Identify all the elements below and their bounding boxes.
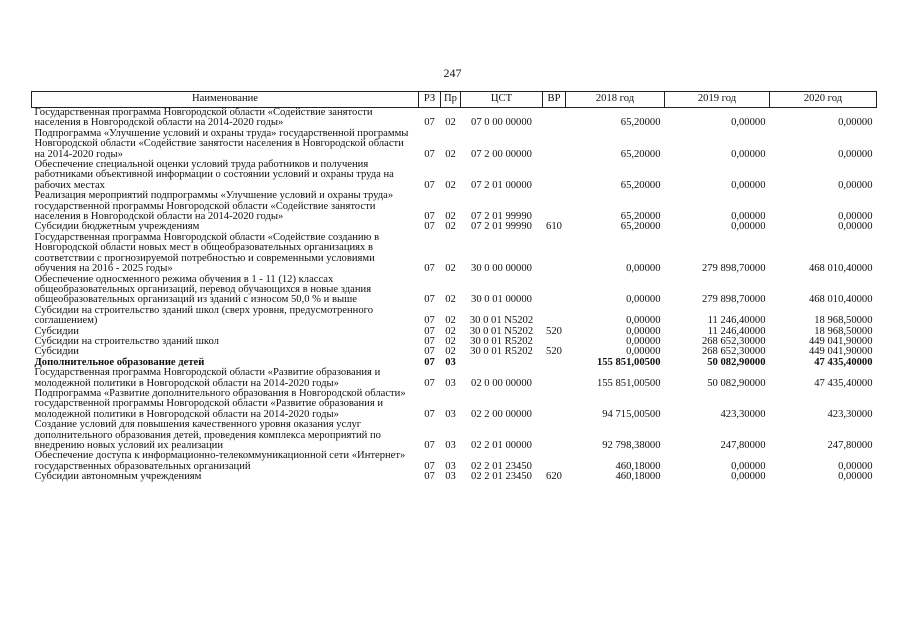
cell-2018: 65,20000 bbox=[620, 221, 661, 233]
table-row bbox=[32, 420, 877, 451]
cell-2020: 0,00000 bbox=[838, 471, 873, 483]
cell-cst bbox=[461, 358, 543, 368]
cell-name: Подпрограмма «Развитие дополнительного образования в Новгородской области» государственной программы Новгородской области «Развитие образования и молодежной политики в Новгородской области на 2014-2020 годы» bbox=[34, 387, 406, 420]
cell-2020: 18 968,50000 bbox=[814, 315, 873, 327]
header-pr: Пр bbox=[441, 92, 461, 108]
cell-rz: 07 bbox=[424, 335, 435, 347]
cell-pr: 03 bbox=[445, 377, 456, 389]
table-header-row bbox=[32, 92, 877, 108]
cell-rz: 07 bbox=[424, 179, 435, 191]
cell-2018: 65,20000 bbox=[620, 148, 661, 160]
cell-pr: 02 bbox=[445, 148, 456, 160]
cell-2020: 18 968,50000 bbox=[814, 325, 873, 337]
budget-table bbox=[31, 91, 877, 483]
cell-pr: 02 bbox=[445, 325, 456, 337]
cell-pr: 03 bbox=[445, 471, 456, 483]
cell-rz: 07 bbox=[424, 346, 435, 358]
cell-pr: 02 bbox=[445, 315, 456, 327]
cell-rz: 07 bbox=[424, 211, 435, 223]
cell-2020: 247,80000 bbox=[827, 440, 873, 451]
cell-cst: 02 2 01 23450 bbox=[471, 460, 532, 472]
cell-vr: 520 bbox=[546, 325, 562, 337]
cell-vr bbox=[543, 108, 566, 129]
cell-rz: 07 bbox=[424, 377, 435, 389]
cell-2019: 11 246,40000 bbox=[707, 325, 766, 337]
cell-2019: 0,00000 bbox=[731, 221, 766, 233]
cell-2018: 0,00000 bbox=[626, 325, 661, 337]
cell-cst: 07 2 01 00000 bbox=[471, 179, 532, 191]
header-2020: 2020 год bbox=[770, 92, 877, 108]
cell-name: Субсидии bbox=[34, 325, 79, 337]
page-number: 247 bbox=[443, 66, 462, 80]
cell-rz: 07 bbox=[424, 294, 435, 306]
cell-rz: 07 bbox=[424, 117, 435, 129]
cell-vr bbox=[543, 275, 566, 306]
cell-rz: 07 bbox=[424, 460, 435, 472]
table-row bbox=[32, 306, 877, 327]
cell-pr: 02 bbox=[445, 294, 456, 306]
cell-name: Субсидии бюджетным учреждениям bbox=[34, 221, 200, 233]
cell-vr bbox=[543, 389, 566, 420]
cell-2018: 92 798,38000 bbox=[602, 440, 661, 451]
cell-2019: 0,00000 bbox=[731, 211, 766, 223]
cell-name: Государственная программа Новгородской области «Содействие занятости населения в Новгородской области на 2014-2020 годы» bbox=[34, 107, 373, 129]
cell-2018: 0,00000 bbox=[626, 346, 661, 358]
cell-rz: 07 bbox=[424, 315, 435, 327]
cell-2020: 0,00000 bbox=[838, 117, 873, 129]
header-vr: ВР bbox=[543, 92, 566, 108]
cell-rz: 07 bbox=[424, 221, 435, 233]
cell-2020: 0,00000 bbox=[838, 148, 873, 160]
cell-2020: 0,00000 bbox=[838, 221, 873, 233]
table-row bbox=[32, 389, 877, 420]
table-row bbox=[32, 275, 877, 306]
cell-2019: 247,80000 bbox=[720, 440, 766, 451]
cell-2019: 0,00000 bbox=[731, 117, 766, 129]
table-row bbox=[32, 233, 877, 275]
cell-rz: 07 bbox=[424, 471, 435, 483]
cell-vr bbox=[543, 129, 566, 160]
cell-name: Обеспечение односменного режима обучения в 1 - 11 (12) классах общеобразовательных организаций, перевод обучающихся в новые здания общеобразовательных организаций из зданий с износом 50,0 % и выше bbox=[34, 273, 372, 306]
cell-cst: 02 2 01 00000 bbox=[471, 440, 532, 451]
cell-name: Субсидии автономным учреждениям bbox=[34, 471, 202, 483]
cell-2019: 50 082,90000 bbox=[707, 377, 766, 389]
cell-2018: 0,00000 bbox=[626, 263, 661, 275]
header-cst: ЦСТ bbox=[461, 92, 543, 108]
cell-rz: 07 bbox=[424, 440, 435, 451]
cell-2018: 155 851,00500 bbox=[596, 377, 661, 389]
cell-2018: 65,20000 bbox=[620, 211, 661, 223]
cell-cst: 30 0 01 N5202 bbox=[469, 325, 534, 337]
cell-pr: 03 bbox=[445, 440, 456, 451]
cell-2019: 0,00000 bbox=[731, 148, 766, 160]
cell-vr bbox=[543, 368, 566, 389]
cell-2019: 268 652,30000 bbox=[701, 346, 766, 358]
cell-name: Создание условий для повышения качественного уровня оказания услуг дополнительного образования детей, проведения комплекса мероприятий по внедрению новых условий их реализации bbox=[34, 419, 381, 451]
cell-2019: 279 898,70000 bbox=[701, 294, 766, 306]
cell-pr: 02 bbox=[445, 211, 456, 223]
cell-rz: 07 bbox=[424, 148, 435, 160]
cell-cst: 07 2 01 99990 bbox=[471, 221, 532, 233]
table-row bbox=[32, 451, 877, 472]
table-row bbox=[32, 160, 877, 191]
cell-name: Обеспечение специальной оценки условий труда работников и получения работниками объективной информации о состоянии условий и охраны труда на рабочих местах bbox=[34, 159, 394, 191]
cell-2018: 94 715,00500 bbox=[602, 408, 661, 420]
header-rz: РЗ bbox=[419, 92, 441, 108]
table-row bbox=[32, 472, 877, 482]
cell-2020: 423,30000 bbox=[827, 408, 873, 420]
cell-name: Государственная программа Новгородской области «Содействие созданию в Новгородской области новых мест в общеобразовательных организациях в соответствии с прогнозируемой потребностью и современными условиями обучения на 2016 - 2025 годы» bbox=[34, 231, 380, 275]
cell-2020: 449 041,90000 bbox=[808, 335, 873, 347]
cell-cst: 07 0 00 00000 bbox=[471, 117, 532, 129]
cell-pr: 02 bbox=[445, 221, 456, 233]
cell-rz: 07 bbox=[424, 263, 435, 275]
cell-rz: 07 bbox=[424, 356, 435, 368]
cell-pr: 02 bbox=[445, 117, 456, 129]
header-2018: 2018 год bbox=[566, 92, 665, 108]
cell-vr: 520 bbox=[546, 346, 562, 358]
cell-name: Государственная программа Новгородской области «Развитие образования и молодежной политики в Новгородской области на 2014-2020 годы» bbox=[34, 367, 381, 389]
cell-vr bbox=[543, 451, 566, 472]
cell-2020: 0,00000 bbox=[838, 460, 873, 472]
header-name: Наименование bbox=[32, 92, 419, 108]
cell-pr: 02 bbox=[445, 263, 456, 275]
cell-vr bbox=[543, 191, 566, 222]
cell-rz: 07 bbox=[424, 325, 435, 337]
cell-vr bbox=[543, 306, 566, 327]
table-row bbox=[32, 108, 877, 129]
cell-2018: 0,00000 bbox=[626, 294, 661, 306]
cell-name: Субсидии на строительство зданий школ bbox=[34, 335, 219, 347]
cell-2019: 0,00000 bbox=[731, 179, 766, 191]
cell-2018: 65,20000 bbox=[620, 179, 661, 191]
cell-cst: 30 0 01 00000 bbox=[471, 294, 532, 306]
cell-name: Дополнительное образование детей bbox=[34, 356, 205, 368]
cell-2020: 449 041,90000 bbox=[808, 346, 873, 358]
cell-2018: 155 851,00500 bbox=[596, 356, 661, 368]
table-row bbox=[32, 191, 877, 222]
cell-2019: 0,00000 bbox=[731, 471, 766, 483]
cell-name: Подпрограмма «Улучшение условий и охраны труда» государственной программы Новгородской области «Содействие занятости населения в Новгородской области на 2014-2020 годы» bbox=[34, 127, 409, 160]
cell-2020: 468 010,40000 bbox=[808, 263, 873, 275]
cell-2020: 0,00000 bbox=[838, 179, 873, 191]
table-body bbox=[32, 108, 877, 483]
cell-vr: 620 bbox=[546, 471, 562, 483]
cell-2018: 460,18000 bbox=[615, 471, 661, 483]
cell-pr: 02 bbox=[445, 179, 456, 191]
cell-cst: 07 2 00 00000 bbox=[471, 148, 532, 160]
cell-cst: 07 2 01 99990 bbox=[471, 211, 532, 223]
cell-2018: 460,18000 bbox=[615, 460, 661, 472]
header-2019: 2019 год bbox=[665, 92, 770, 108]
cell-2019: 268 652,30000 bbox=[701, 335, 766, 347]
cell-2020: 47 435,40000 bbox=[814, 377, 873, 389]
cell-rz: 07 bbox=[424, 408, 435, 420]
cell-2020: 468 010,40000 bbox=[808, 294, 873, 306]
cell-2019: 50 082,90000 bbox=[707, 356, 766, 368]
table-row bbox=[32, 129, 877, 160]
cell-cst: 30 0 01 R5202 bbox=[470, 346, 533, 358]
cell-pr: 03 bbox=[445, 408, 456, 420]
cell-cst: 02 0 00 00000 bbox=[471, 377, 532, 389]
cell-vr bbox=[543, 233, 566, 275]
cell-pr: 02 bbox=[445, 335, 456, 347]
cell-2020: 47 435,40000 bbox=[814, 356, 873, 368]
cell-2019: 423,30000 bbox=[720, 408, 766, 420]
cell-2019: 0,00000 bbox=[731, 460, 766, 472]
cell-2018: 0,00000 bbox=[626, 335, 661, 347]
cell-vr bbox=[543, 358, 566, 368]
cell-cst: 02 2 01 23450 bbox=[471, 471, 532, 483]
cell-pr: 03 bbox=[445, 460, 456, 472]
cell-name: Реализация мероприятий подпрограммы «Улучшение условий и охраны труда» государственной программы Новгородской области «Содействие занятости населения в Новгородской области на 2014-2020 годы» bbox=[34, 190, 394, 223]
cell-vr: 610 bbox=[546, 221, 562, 233]
cell-vr bbox=[543, 420, 566, 451]
cell-name: Субсидии bbox=[34, 346, 79, 358]
cell-pr: 02 bbox=[445, 346, 456, 358]
cell-name: Обеспечение доступа к информационно-телекоммуникационной сети «Интернет» государственных образовательных организаций bbox=[34, 450, 406, 472]
cell-cst: 30 0 01 R5202 bbox=[470, 335, 533, 347]
cell-2019: 279 898,70000 bbox=[701, 263, 766, 275]
table-row bbox=[32, 368, 877, 389]
cell-name: Субсидии на строительство зданий школ (сверх уровня, предусмотренного соглашением) bbox=[34, 304, 373, 327]
cell-pr: 03 bbox=[445, 356, 456, 368]
cell-cst: 30 0 00 00000 bbox=[471, 263, 532, 275]
cell-2018: 65,20000 bbox=[620, 117, 661, 129]
cell-cst: 02 2 00 00000 bbox=[471, 408, 532, 420]
cell-2020: 0,00000 bbox=[838, 211, 873, 223]
cell-2019: 11 246,40000 bbox=[707, 315, 766, 327]
cell-cst: 30 0 01 N5202 bbox=[469, 315, 534, 327]
cell-vr bbox=[543, 160, 566, 191]
cell-2018: 0,00000 bbox=[626, 315, 661, 327]
